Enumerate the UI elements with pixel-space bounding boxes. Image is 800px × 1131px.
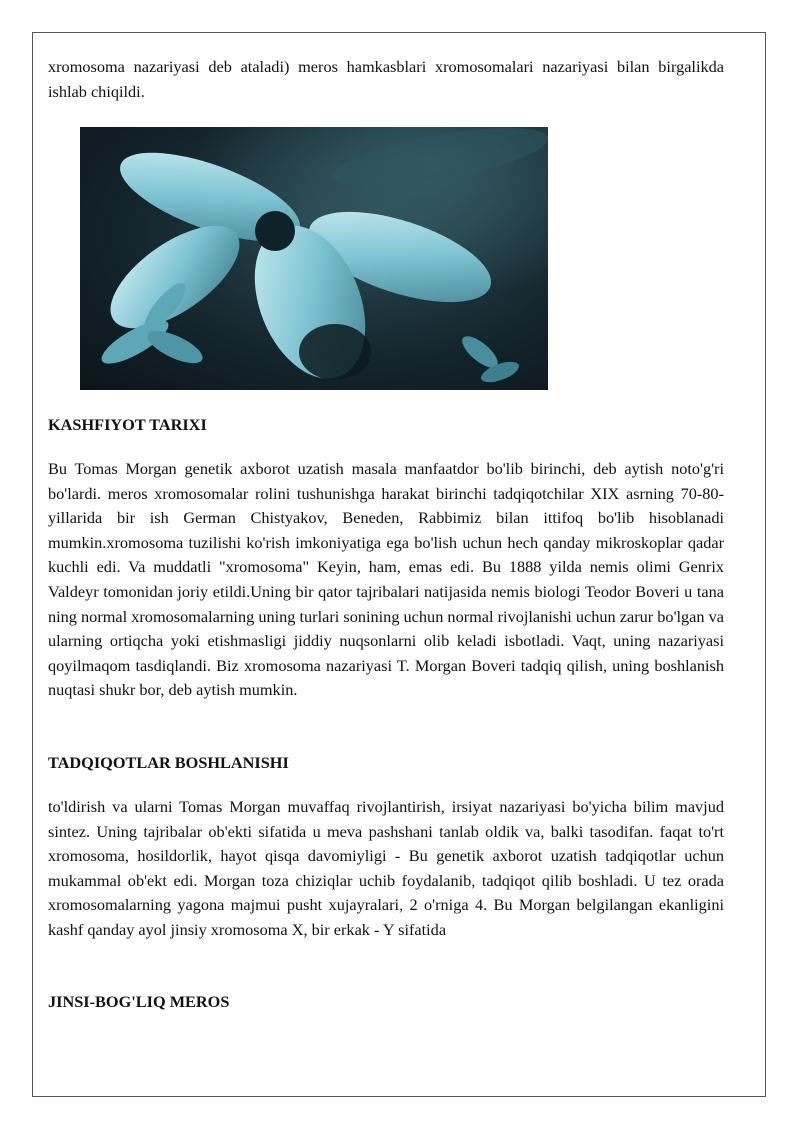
intro-block	[48, 55, 724, 104]
chromosome-illustration-icon	[80, 127, 548, 390]
section-body-kashfiyot: Bu Tomas Morgan genetik axborot uzatish masala manfaatdor bo'lib birinchi, deb aytish noto'g'ri bo'lardi. meros xromosomalar rolini tushunishga harakat birinchi tadqiqotchilar XIX asrning 70-80-yillarida bir ish German Chistyakov, Beneden, Rabbimiz bilan ittifoq bo'lib hisoblanadi mumkin.xromosoma tuzilishi ko'rish imkoniyatiga ega bo'lish uchun hech qanday mikroskoplar qadar kuchli edi. Va muddatli "xromosoma" Keyin, ham, emas edi. Bu 1888 yilda nemis olimi Genrix Valdeyr tomonidan joriy etildi.Uning bir qator tajribalari natijasida nemis biologi Teodor Boveri u tana ning normal xromosomalarning uning turlari sonining uchun normal rivojlanishi uchun zarur bo'lgan va ularning ortiqcha yoki etishmasligi jiddiy nuqsonlarni olib keladi isbotladi. Vaqt, uning nazariyasi qoyilmaqom tasdiqlandi. Biz xromosoma nazariyasi T. Morgan Boveri tadqiq qilish, uning boshlanish nuqtasi shukr bor, deb aytish mumkin.	[48, 459, 724, 700]
section-heading-kashfiyot: KASHFIYOT TARIXI	[48, 415, 207, 434]
intro-paragraph: xromosoma nazariyasi deb ataladi) meros hamkasblari xromosomalari nazariyasi bilan birgalikda ishlab chiqildi.	[48, 57, 724, 101]
section-body-tadqiqotlar: to'ldirish va ularni Tomas Morgan muvaffaq rivojlantirish, irsiyat nazariyasi bo'yicha bilim mavjud sintez. Uning tajribalar ob'ekti sifatida u meva pashshani tanlab oldik va, balki tasodifan. faqat to'rt xromosoma, hosildorlik, hayot qisqa davomiyligi - Bu genetik axborot uzatish tadqiqotlar uchun mukammal ob'ekt edi. Morgan toza chiziqlar uchib foydalanib, tadqiqot qilib boshladi. U tez orada xromosomalarning yagona majmui pusht xujayralari, 2 o'rniga 4. Bu Morgan belgilangan ekanligini kashf qanday ayol jinsiy xromosoma X, bir erkak - Y sifatida	[48, 797, 724, 939]
section-heading-jinsi: JINSI-BOG'LIQ MEROS	[48, 992, 230, 1011]
section-heading-tadqiqotlar: TADQIQOTLAR BOSHLANISHI	[48, 753, 289, 772]
chromosome-image	[80, 127, 548, 390]
document-page	[32, 32, 766, 1097]
